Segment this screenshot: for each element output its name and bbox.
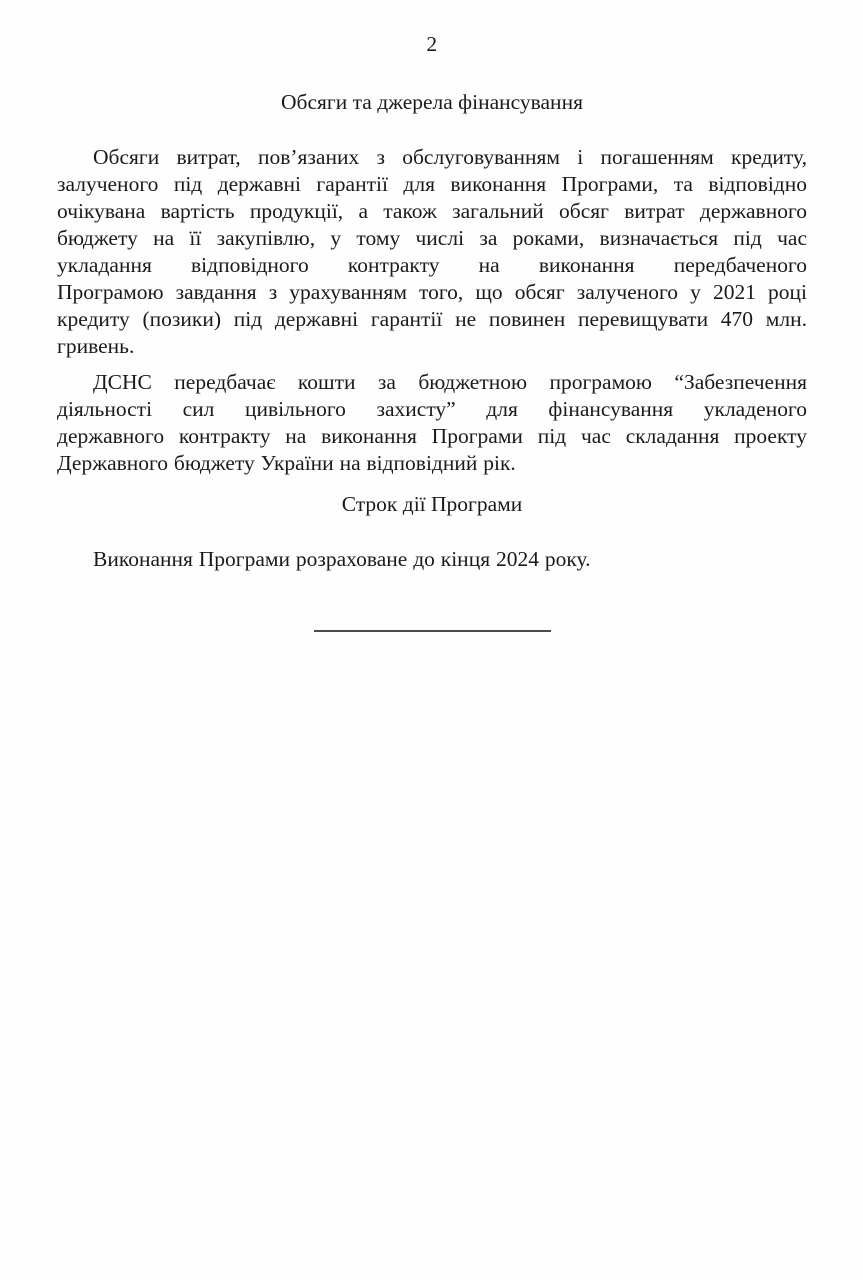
paragraph-line: Програмою завдання з урахуванням того, що обсяг залученого у 2021 році (57, 280, 807, 304)
paragraph-line: залученого під державні гарантії для виконання Програми, та відповідно (57, 172, 807, 196)
paragraph-line: гривень. (57, 334, 135, 358)
signature-separator-line (314, 630, 551, 632)
paragraph-line: державного контракту на виконання Програми під час складання проекту (57, 424, 807, 448)
paragraph-line: Виконання Програми розраховане до кінця 2024 року. (93, 547, 591, 571)
paragraph-line: очікувана вартість продукції, а також загальний обсяг витрат державного (57, 199, 807, 223)
paragraph-financing-1 (57, 144, 807, 360)
paragraph-line: ДСНС передбачає кошти за бюджетною програмою “Забезпечення (93, 370, 807, 394)
paragraph-line: діяльності сил цивільного захисту” для фінансування укладеного (57, 397, 807, 421)
paragraph-line: укладання відповідного контракту на виконання передбаченого (57, 253, 807, 277)
paragraph-financing-2 (57, 369, 807, 477)
section-heading-term: Строк дії Програми (341, 492, 523, 516)
paragraph-line: Обсяги витрат, пов’язаних з обслуговуванням і погашенням кредиту, (93, 145, 807, 169)
page-number: 2 (426, 32, 438, 56)
document-content (57, 0, 807, 632)
paragraph-line: кредиту (позики) під державні гарантії не повинен перевищувати 470 млн. (57, 307, 807, 331)
section-heading-financing: Обсяги та джерела фінансування (281, 90, 583, 114)
paragraph-line: Державного бюджету України на відповідний рік. (57, 451, 516, 475)
paragraph-line: бюджету на її закупівлю, у тому числі за роками, визначається під час (57, 226, 807, 250)
paragraph-term (57, 546, 807, 573)
